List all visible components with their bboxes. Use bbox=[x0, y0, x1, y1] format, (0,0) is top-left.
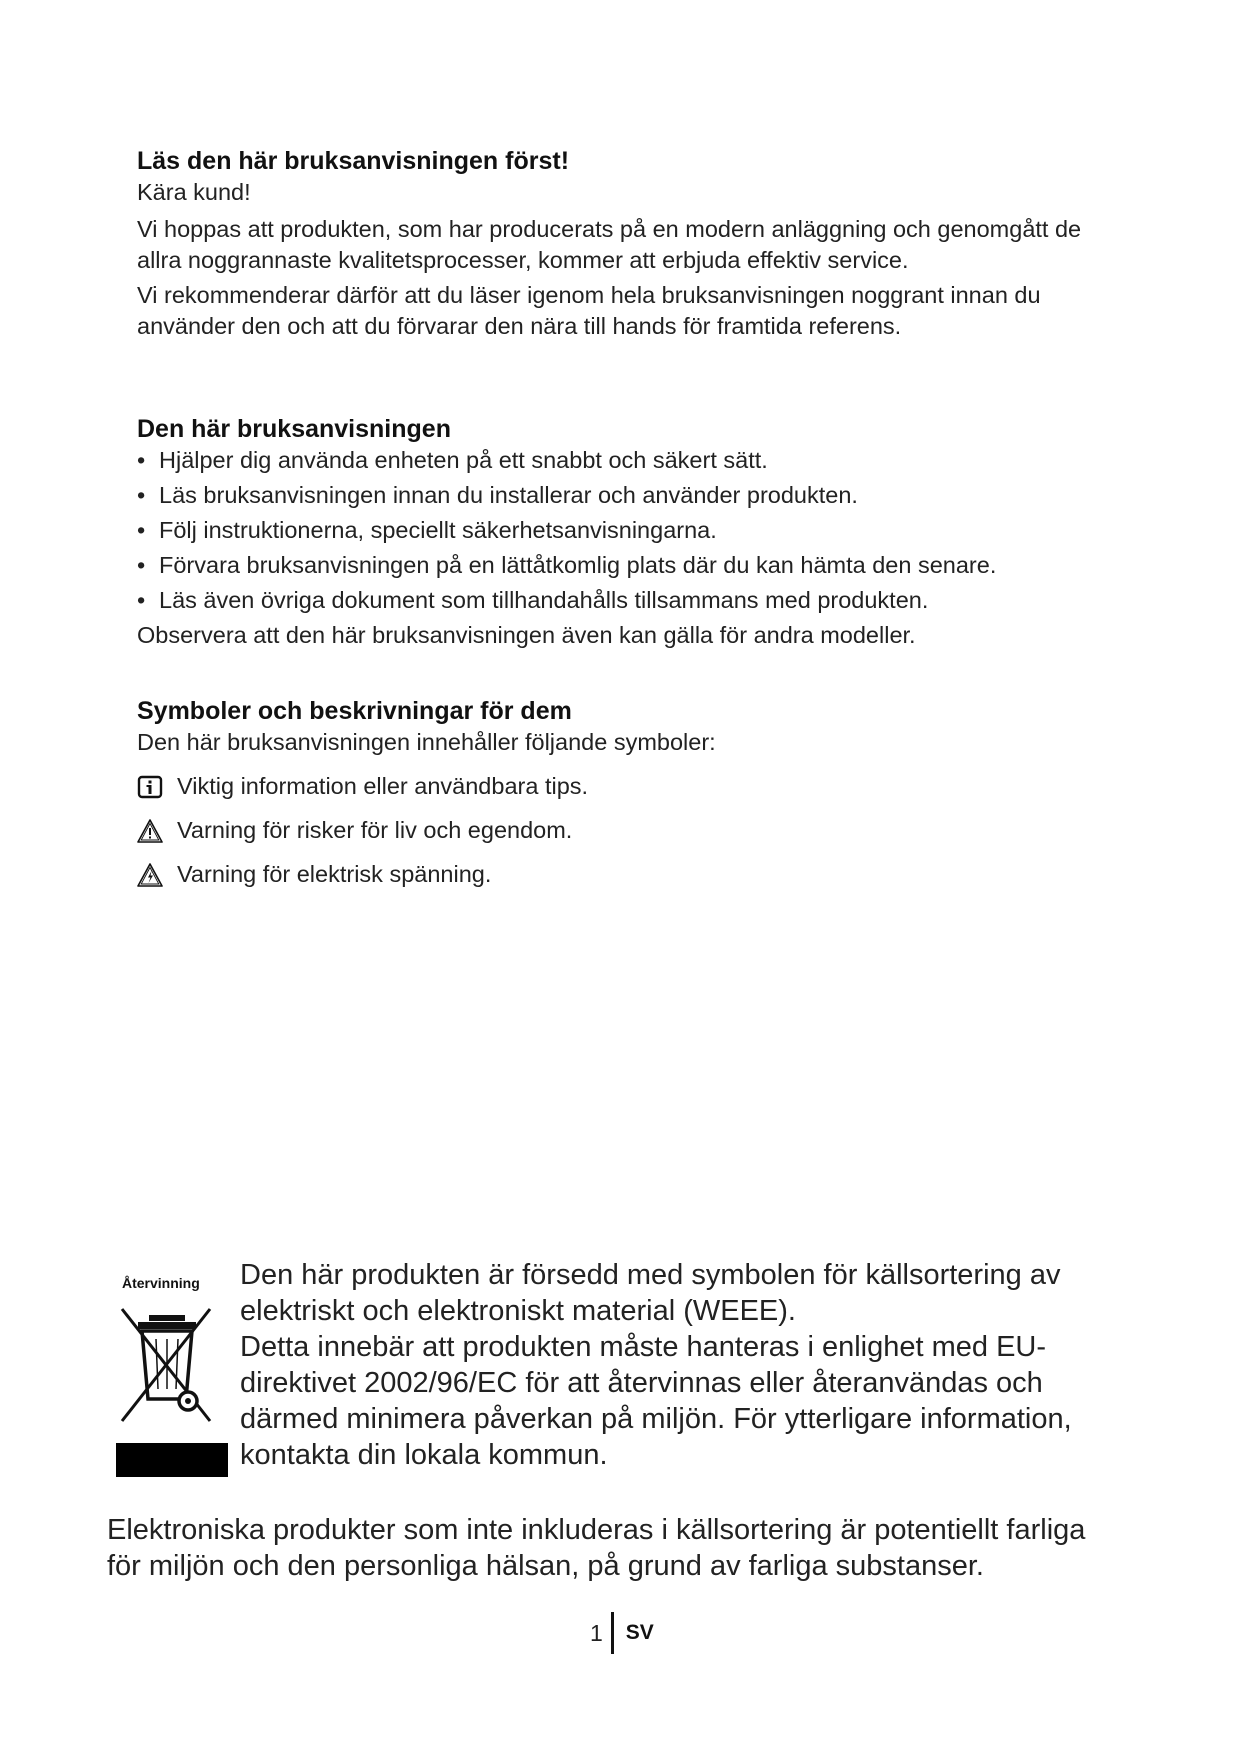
symbol-row-info bbox=[137, 771, 1097, 802]
weee-description bbox=[240, 1257, 1120, 1473]
bullet-icon: • bbox=[137, 482, 146, 508]
symbol-row-warning bbox=[137, 815, 1097, 846]
list-item: • Förvara bruksanvisningen på en lättåtkomlig plats där du kan hämta den senare. bbox=[137, 550, 1097, 581]
crossed-bin-icon bbox=[112, 1275, 232, 1480]
bullet-icon: • bbox=[137, 587, 146, 613]
list-item: • Följ instruktionerna, speciellt säkerhetsanvisningarna. bbox=[137, 515, 1097, 546]
weee-paragraph-2: Detta innebär att produkten måste hanteras i enlighet med EU-direktivet 2002/96/EC för att återvinnas eller återanvändas och därmed minimera påverkan på miljön. För ytterligare information, kontakta din lokala kommun. bbox=[240, 1331, 1072, 1471]
manual-bullet-list bbox=[137, 445, 1097, 616]
recycling-label: Återvinning bbox=[122, 1275, 200, 1291]
electric-warning-icon bbox=[137, 862, 163, 888]
symbol-text: Varning för risker för liv och egendom. bbox=[177, 817, 573, 843]
bullet-icon: • bbox=[137, 517, 146, 543]
symbol-text: Varning för elektrisk spänning. bbox=[177, 861, 492, 887]
weee-paragraph-1: Den här produkten är försedd med symbolen för källsortering av elektriskt och elektroniskt material (WEEE). bbox=[240, 1259, 1061, 1327]
info-icon bbox=[137, 774, 163, 800]
symbols-heading: Symboler och beskrivningar för dem bbox=[137, 697, 572, 725]
symbols-section bbox=[137, 696, 1097, 890]
intro-paragraph-1: Vi hoppas att produkten, som har producerats på en modern anläggning och genomgått de allra noggrannaste kvalitetsprocesser, kommer att erbjuda effektiv service. bbox=[137, 216, 1082, 273]
symbol-text: Viktig information eller användbara tips. bbox=[177, 773, 589, 799]
greeting: Kära kund! bbox=[137, 179, 251, 205]
manual-section bbox=[137, 414, 1097, 651]
symbols-intro: Den här bruksanvisningen innehåller följande symboler: bbox=[137, 729, 716, 755]
bullet-icon: • bbox=[137, 447, 146, 473]
list-item: • Hjälper dig använda enheten på ett snabbt och säkert sätt. bbox=[137, 445, 1097, 476]
bullet-icon: • bbox=[137, 552, 146, 578]
page-number: 1 bbox=[590, 1619, 603, 1646]
closing-paragraph: Elektroniska produkter som inte inkluderas i källsortering är potentiellt farliga för miljön och den personliga hälsan, på grund av farliga substanser. bbox=[107, 1514, 1086, 1582]
manual-note: Observera att den här bruksanvisningen även kan gälla för andra modeller. bbox=[137, 622, 916, 648]
weee-recycling-symbol bbox=[112, 1275, 232, 1480]
warning-icon bbox=[137, 818, 163, 844]
page-footer bbox=[590, 1612, 654, 1654]
intro-paragraph-2: Vi rekommenderar därför att du läser igenom hela bruksanvisningen noggrant innan du använder den och att du förvarar den nära till hands för framtida referens. bbox=[137, 282, 1041, 339]
list-item: • Läs bruksanvisningen innan du installerar och använder produkten. bbox=[137, 480, 1097, 511]
footer-divider bbox=[611, 1612, 614, 1654]
intro-heading: Läs den här bruksanvisningen först! bbox=[137, 147, 570, 175]
intro-section bbox=[137, 146, 1097, 342]
list-item: • Läs även övriga dokument som tillhandahålls tillsammans med produkten. bbox=[137, 585, 1097, 616]
symbol-row-electric bbox=[137, 859, 1097, 890]
manual-heading: Den här bruksanvisningen bbox=[137, 415, 451, 443]
language-code: SV bbox=[625, 1621, 654, 1644]
